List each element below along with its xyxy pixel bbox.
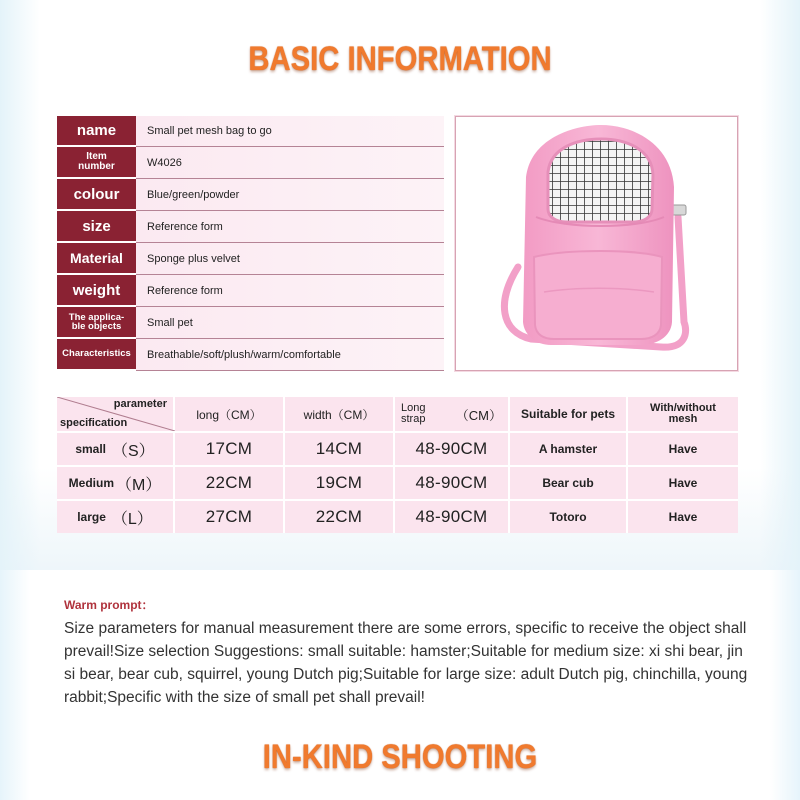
size-code: （M）	[116, 476, 162, 494]
header-strap	[395, 397, 510, 431]
size-code: （S）	[112, 442, 155, 460]
cell-pet: A hamster	[510, 433, 628, 465]
cell-width: 22CM	[285, 501, 395, 533]
header-strap-label: Long strap	[401, 402, 426, 425]
size-name: Medium	[68, 476, 114, 490]
cell-long: 27CM	[175, 501, 285, 533]
size-name: small	[75, 442, 106, 456]
cell-long: 22CM	[175, 467, 285, 499]
spec-header-row	[57, 397, 738, 431]
header-width: width（CM）	[285, 397, 395, 431]
spec-row-large	[57, 499, 738, 533]
size-name: large	[77, 510, 106, 524]
header-suitable-pets: Suitable for pets	[510, 397, 628, 431]
corner-specification-label: specification	[60, 417, 128, 429]
header-long: long（CM）	[175, 397, 285, 431]
info-row-material	[57, 243, 444, 275]
info-label: weight	[57, 275, 136, 307]
info-row-colour	[57, 179, 444, 211]
info-row-weight	[57, 275, 444, 307]
info-row-characteristics	[57, 339, 444, 371]
cell-mesh: Have	[668, 510, 698, 524]
spec-row-small	[57, 431, 738, 465]
left-edge-band	[0, 570, 30, 800]
cell-strap: 48-90CM	[395, 501, 510, 533]
cell-mesh: Have	[668, 442, 698, 456]
spec-row-medium	[57, 465, 738, 499]
size-code: （L）	[111, 510, 153, 528]
header-mesh: With/without mesh	[650, 402, 716, 425]
info-label: The applica-ble objects	[57, 307, 136, 339]
row-size-name	[57, 467, 175, 499]
corner-header-cell	[57, 397, 175, 431]
size-specification-table	[57, 397, 738, 533]
info-value: Breathable/soft/plush/warm/comfortable	[136, 339, 444, 371]
cell-mesh: Have	[668, 476, 698, 490]
cell-strap: 48-90CM	[395, 433, 510, 465]
basic-information-heading: BASIC INFORMATION	[248, 40, 552, 78]
basic-info-table	[57, 116, 444, 371]
row-size-name	[57, 501, 175, 533]
warm-prompt-title: Warm prompt：	[64, 598, 154, 612]
info-value: W4026	[136, 147, 444, 179]
info-value: Reference form	[136, 275, 444, 307]
cell-pet: Bear cub	[510, 467, 628, 499]
cell-width: 19CM	[285, 467, 395, 499]
info-row-size	[57, 211, 444, 243]
info-label: Material	[57, 243, 136, 275]
cell-long: 17CM	[175, 433, 285, 465]
in-kind-shooting-heading: IN-KIND SHOOTING	[262, 738, 538, 776]
info-row-name	[57, 116, 444, 147]
info-row-item-number	[57, 147, 444, 179]
info-value: Reference form	[136, 211, 444, 243]
info-value: Blue/green/powder	[136, 179, 444, 211]
info-value: Small pet	[136, 307, 444, 339]
cell-width: 14CM	[285, 433, 395, 465]
product-image-frame	[455, 116, 738, 371]
warm-prompt-text: Size parameters for manual measurement there are some errors, specific to receive the object shall prevail!Size selection Suggestions: small suitable: hamster;Suitable for medium size: xi shi bear, jin si bear, bear cub, squirrel, young Dutch pig;Suitable for large size: adult Dutch pig, chinchilla, young rabbit;Specific with the size of small pet shall prevail!	[64, 620, 748, 706]
info-label: size	[57, 211, 136, 243]
info-value: Sponge plus velvet	[136, 243, 444, 275]
info-label: colour	[57, 179, 136, 211]
info-value: Small pet mesh bag to go	[136, 116, 444, 147]
pet-carrier-bag-image	[456, 117, 737, 370]
corner-parameter-label: parameter	[113, 398, 167, 410]
cell-strap: 48-90CM	[395, 467, 510, 499]
header-strap-unit: （CM）	[455, 407, 502, 423]
info-label: name	[57, 116, 136, 147]
info-label: Characteristics	[57, 339, 136, 371]
cell-pet: Totoro	[510, 501, 628, 533]
right-edge-band	[770, 570, 800, 800]
info-row-applicable-objects	[57, 307, 444, 339]
info-label: Item number	[57, 147, 136, 179]
row-size-name	[57, 433, 175, 465]
